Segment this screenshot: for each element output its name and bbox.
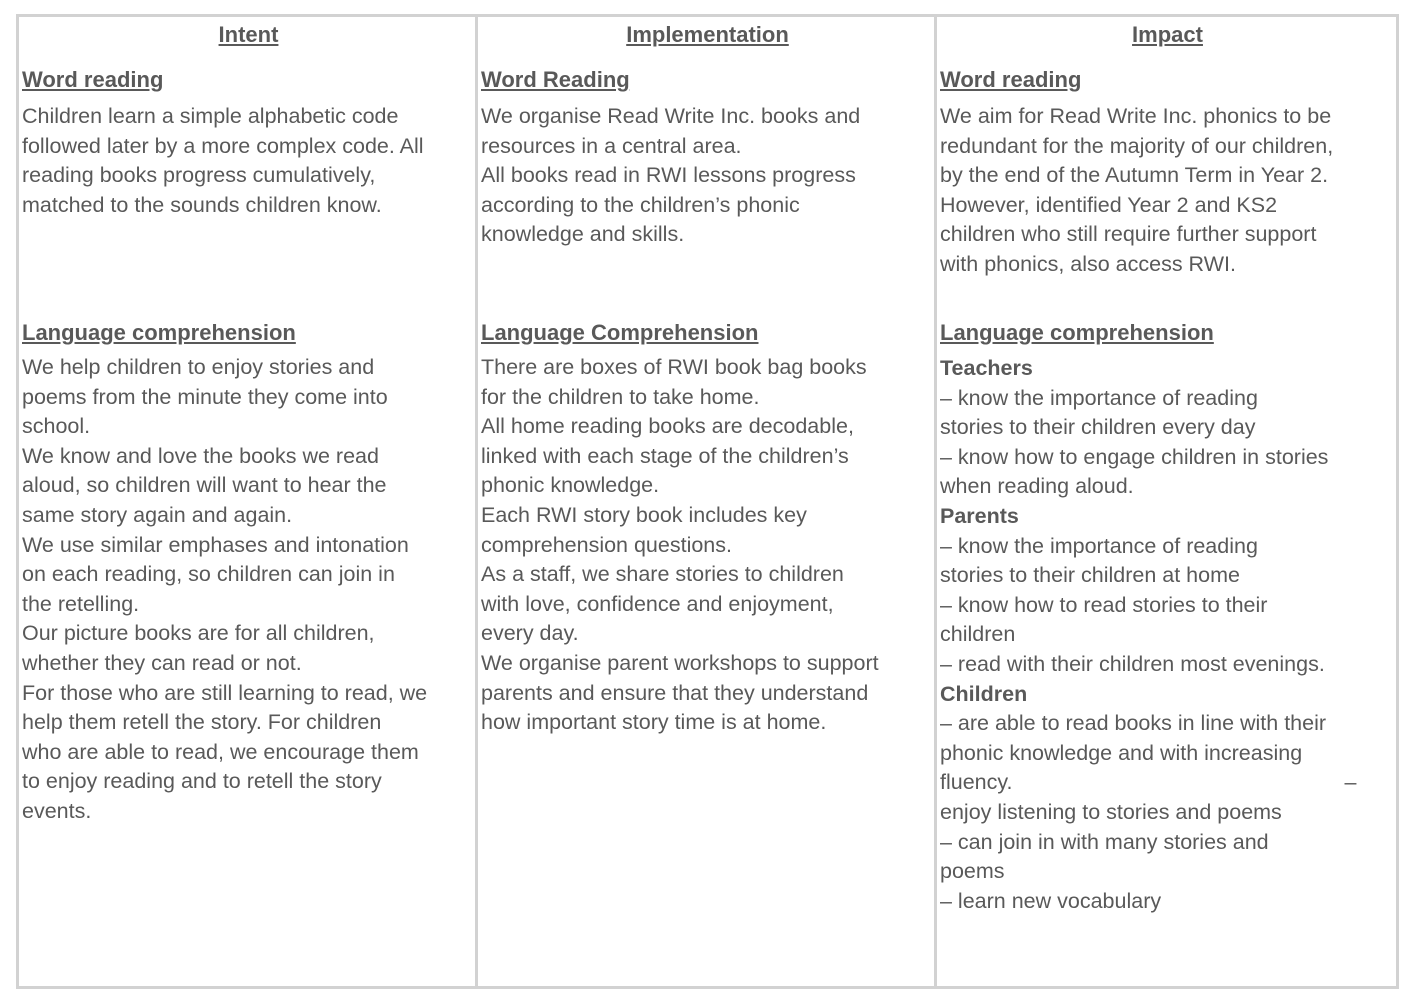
- text-line: All home reading books are decodable,: [481, 414, 854, 439]
- word-reading-text: [22, 102, 424, 220]
- text-line: children: [940, 622, 1016, 647]
- text-line: – know how to engage children in stories: [940, 444, 1329, 469]
- text-line: – can join in with many stories and: [940, 829, 1269, 854]
- text-line: whether they can read or not.: [22, 650, 302, 675]
- bullet-dash: –: [1344, 770, 1357, 795]
- text-line: how important story time is at home.: [481, 710, 827, 735]
- text-line: resources in a central area.: [481, 133, 742, 158]
- section-title-word-reading: Word Reading: [481, 67, 630, 92]
- language-comprehension-text: [22, 353, 427, 827]
- text-line: with phonics, also access RWI.: [940, 251, 1236, 276]
- column-divider-1: [475, 14, 478, 989]
- children-label: Children: [940, 681, 1028, 706]
- text-line: to enjoy reading and to retell the story: [22, 769, 382, 794]
- text-line: poems from the minute they come into: [22, 384, 388, 409]
- text-line: – learn new vocabulary: [940, 888, 1162, 913]
- text-line: All books read in RWI lessons progress: [481, 163, 856, 188]
- text-line: – know how to read stories to their: [940, 592, 1268, 617]
- column-divider-2: [934, 14, 937, 989]
- text-line: the retelling.: [22, 591, 140, 616]
- text-line: – read with their children most evenings.: [940, 651, 1325, 676]
- column-heading: Intent: [218, 22, 279, 47]
- text-line: Each RWI story book includes key: [481, 502, 807, 527]
- text-line: with love, confidence and enjoyment,: [481, 591, 834, 616]
- text-line: linked with each stage of the children’s: [481, 443, 849, 468]
- text-line: matched to the sounds children know.: [22, 192, 382, 217]
- section-title-word-reading: Word reading: [940, 67, 1082, 92]
- word-reading-text: [940, 102, 1333, 280]
- text-line: Our picture books are for all children,: [22, 621, 375, 646]
- text-line: reading books progress cumulatively,: [22, 163, 376, 188]
- text-line: – are able to read books in line with their: [940, 711, 1327, 736]
- parents-label: Parents: [940, 503, 1019, 528]
- column-impact: [940, 17, 1395, 913]
- section-title-language-comprehension: Language comprehension: [22, 320, 296, 345]
- text-line: There are boxes of RWI book bag books: [481, 355, 867, 379]
- text-line: For those who are still learning to read, we: [22, 680, 428, 705]
- text-line: according to the children’s phonic: [481, 192, 800, 217]
- text-line: school.: [22, 414, 91, 439]
- column-intent: [22, 17, 475, 823]
- text-line: when reading aloud.: [940, 474, 1134, 499]
- text-line: We help children to enjoy stories and: [22, 355, 375, 379]
- text-line: on each reading, so children can join in: [22, 562, 395, 587]
- text-line: events.: [22, 798, 92, 823]
- text-line: – know the importance of reading: [940, 533, 1258, 558]
- column-implementation: [481, 17, 934, 735]
- text-line: [940, 768, 1356, 798]
- text-line: aloud, so children will want to hear the: [22, 473, 387, 498]
- text-line: enjoy listening to stories and poems: [940, 799, 1282, 824]
- column-heading: Impact: [1132, 22, 1203, 47]
- text-line: who are able to read, we encourage them: [22, 739, 419, 764]
- language-comprehension-text: [940, 354, 1356, 916]
- teachers-label: Teachers: [940, 356, 1033, 380]
- text-line: followed later by a more complex code. All: [22, 133, 424, 158]
- text-line: redundant for the majority of our children,: [940, 133, 1334, 158]
- text-line: We aim for Read Write Inc. phonics to be: [940, 104, 1332, 128]
- text-line: parents and ensure that they understand: [481, 680, 869, 705]
- word-reading-text: [481, 102, 860, 250]
- text-line: Children learn a simple alphabetic code: [22, 104, 399, 128]
- text-line: poems: [940, 859, 1005, 884]
- text-line: phonic knowledge and with increasing: [940, 740, 1303, 765]
- section-title-language-comprehension: Language Comprehension: [481, 320, 759, 345]
- text-line: – know the importance of reading: [940, 385, 1258, 410]
- text-line: We know and love the books we read: [22, 443, 379, 468]
- text-line: We use similar emphases and intonation: [22, 532, 409, 557]
- fluency-text: fluency.: [940, 770, 1013, 795]
- text-line: for the children to take home.: [481, 384, 760, 409]
- text-line: same story again and again.: [22, 502, 293, 527]
- text-line: comprehension questions.: [481, 532, 732, 557]
- section-title-language-comprehension: Language comprehension: [940, 320, 1214, 345]
- text-line: phonic knowledge.: [481, 473, 660, 498]
- text-line: stories to their children at home: [940, 563, 1240, 588]
- text-line: help them retell the story. For children: [22, 710, 382, 735]
- text-line: We organise parent workshops to support: [481, 650, 879, 675]
- text-line: knowledge and skills.: [481, 222, 685, 247]
- text-line: We organise Read Write Inc. books and: [481, 104, 861, 128]
- text-line: As a staff, we share stories to children: [481, 562, 844, 587]
- text-line: every day.: [481, 621, 579, 646]
- section-title-word-reading: Word reading: [22, 67, 164, 92]
- text-line: stories to their children every day: [940, 415, 1256, 440]
- text-line: children who still require further support: [940, 222, 1317, 247]
- column-heading: Implementation: [626, 22, 789, 47]
- language-comprehension-text: [481, 353, 879, 738]
- text-line: However, identified Year 2 and KS2: [940, 192, 1278, 217]
- text-line: by the end of the Autumn Term in Year 2.: [940, 163, 1329, 188]
